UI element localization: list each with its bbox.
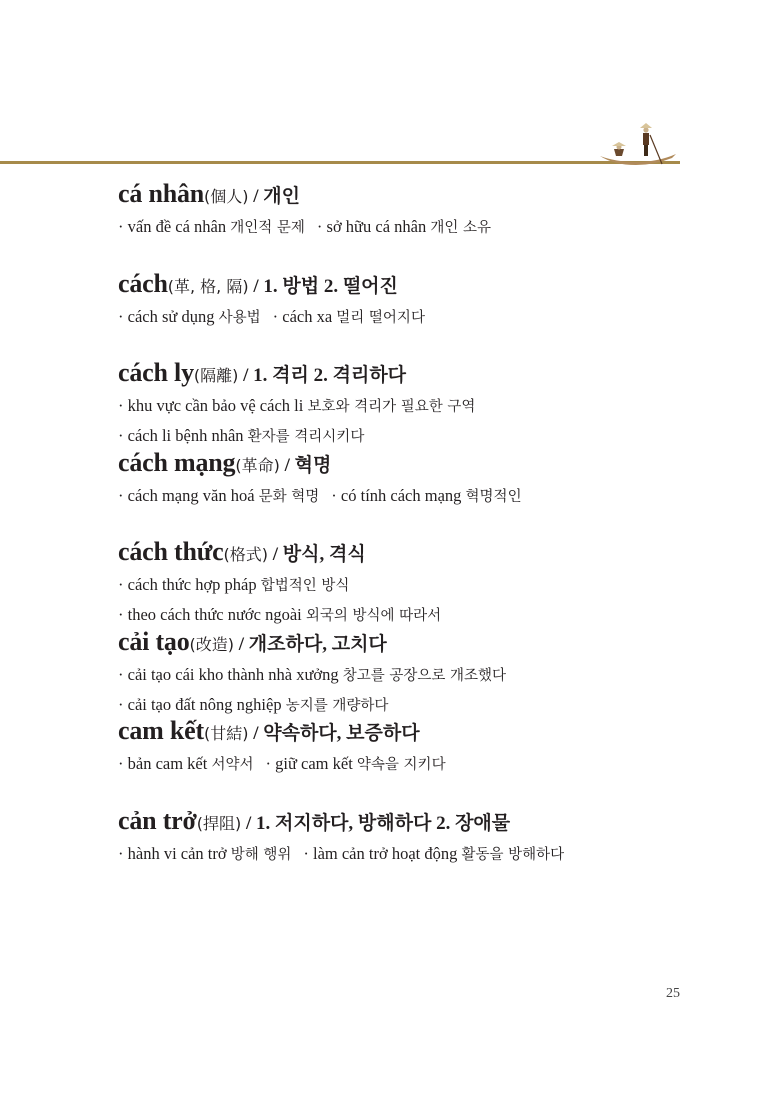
hanja-origin: (格式) (223, 545, 269, 564)
example-vietnamese: · có tính cách mạng (331, 485, 466, 505)
headword: cải tạo (118, 626, 190, 656)
entry-headline (118, 445, 718, 481)
example-line (118, 391, 718, 421)
example-vietnamese: · hành vi cản trở (118, 843, 231, 863)
example-vietnamese: · sở hữu cá nhân (316, 217, 431, 236)
example-item (118, 754, 254, 773)
hanja-origin: (個人) (204, 187, 249, 206)
example-line (118, 212, 718, 242)
example-item (118, 307, 261, 326)
headword: cách (118, 268, 168, 298)
entry-headline (118, 176, 718, 212)
korean-meaning: / 약속하다, 보증하다 (248, 723, 420, 744)
example-vietnamese: · cải tạo đất nông nghiệp (118, 694, 286, 714)
example-vietnamese: · cách mạng văn hoá (118, 485, 259, 505)
korean-meaning: / 방식, 격식 (268, 544, 366, 565)
example-korean: 방해 행위 (230, 846, 292, 863)
example-vietnamese: · cách thức hợp pháp (118, 575, 261, 594)
example-korean: 혁명적인 (465, 488, 522, 505)
hanja-origin: (革命) (235, 455, 280, 475)
example-vietnamese: · làm cản trở hoạt động (303, 843, 462, 863)
korean-meaning: / 개인 (248, 186, 301, 207)
hanja-origin: (革, 格, 隔) (167, 276, 249, 296)
example-line (118, 749, 718, 779)
header-rule (0, 161, 680, 164)
example-vietnamese: · bản cam kết (118, 754, 212, 773)
example-korean: 활동을 방해하다 (461, 846, 565, 863)
hanja-origin: (隔離) (193, 366, 239, 385)
example-korean: 합법적인 방식 (260, 578, 350, 594)
example-item (273, 307, 425, 326)
example-item (118, 217, 305, 236)
example-vietnamese: · cách sử dụng (118, 306, 219, 326)
korean-meaning: / 개조하다, 고치다 (234, 633, 387, 655)
dictionary-entry (118, 176, 718, 266)
headword: cam kết (118, 716, 204, 745)
example-item (118, 486, 319, 505)
example-korean: 사용법 (218, 309, 261, 326)
dictionary-entry (118, 624, 718, 714)
example-item (118, 605, 441, 624)
entry-headline (118, 266, 718, 302)
example-vietnamese: · cách xa (272, 306, 337, 326)
example-item (118, 665, 506, 684)
page-number: 25 (666, 986, 680, 1001)
example-korean: 외국의 방식에 따라서 (305, 608, 442, 624)
dictionary-entry (118, 534, 718, 624)
example-item (331, 486, 521, 505)
example-item (118, 575, 349, 594)
korean-meaning: / 1. 격리 2. 격리하다 (238, 365, 407, 386)
headword: cách thức (118, 537, 224, 566)
korean-meaning: / 1. 저지하다, 방해하다 2. 장애물 (241, 812, 511, 834)
example-korean: 개인 소유 (430, 220, 491, 236)
example-vietnamese: · cách li bệnh nhân (118, 426, 248, 445)
hanja-origin: (甘結) (203, 724, 249, 743)
dictionary-entry (118, 713, 718, 803)
dictionary-entry (118, 803, 718, 893)
boat-illustration (596, 118, 680, 166)
example-line (118, 302, 718, 332)
example-vietnamese: · giữ cam kết (265, 754, 357, 773)
headword: cản trở (118, 805, 197, 835)
korean-meaning: / 혁명 (279, 454, 332, 476)
headword: cách mạng (118, 447, 236, 477)
example-vietnamese: · theo cách thức nước ngoài (118, 605, 306, 624)
example-korean: 약속을 지키다 (356, 757, 446, 773)
example-line (118, 660, 718, 690)
example-vietnamese: · khu vực cần bảo vệ cách li (118, 396, 308, 415)
example-vietnamese: · cải tạo cái kho thành nhà xưởng (118, 664, 343, 684)
example-korean: 환자를 격리시키다 (247, 429, 365, 445)
example-item (317, 217, 491, 236)
entry-headline (118, 534, 718, 570)
headword: cách ly (118, 358, 194, 387)
example-item (118, 844, 291, 863)
dictionary-entry (118, 445, 718, 535)
example-item (266, 754, 446, 773)
example-line (118, 570, 718, 600)
hanja-origin: (改造) (189, 634, 235, 654)
example-vietnamese: · vấn đề cá nhân (118, 217, 231, 236)
entry-headline (118, 803, 718, 839)
example-korean: 창고를 공장으로 개조했다 (342, 667, 507, 684)
example-korean: 멀리 떨어지다 (336, 309, 425, 326)
example-korean: 문화 혁명 (258, 488, 320, 505)
entry-headline (118, 355, 718, 391)
entry-headline (118, 713, 718, 749)
example-korean: 개인적 문제 (230, 220, 305, 236)
headword: cá nhân (118, 179, 205, 208)
hanja-origin: (捍阻) (196, 813, 242, 833)
dictionary-entry (118, 355, 718, 445)
example-line (118, 481, 718, 511)
example-item (303, 844, 564, 863)
example-korean: 서약서 (211, 757, 254, 773)
korean-meaning: / 1. 방법 2. 떨어진 (248, 275, 398, 297)
example-korean: 농지를 개량하다 (285, 697, 389, 714)
example-line (118, 839, 718, 869)
example-item (118, 695, 388, 714)
example-item (118, 396, 475, 415)
example-item (118, 426, 364, 445)
dictionary-entry (118, 266, 718, 356)
example-korean: 보호와 격리가 필요한 구역 (307, 399, 476, 415)
dictionary-entries (118, 176, 718, 892)
